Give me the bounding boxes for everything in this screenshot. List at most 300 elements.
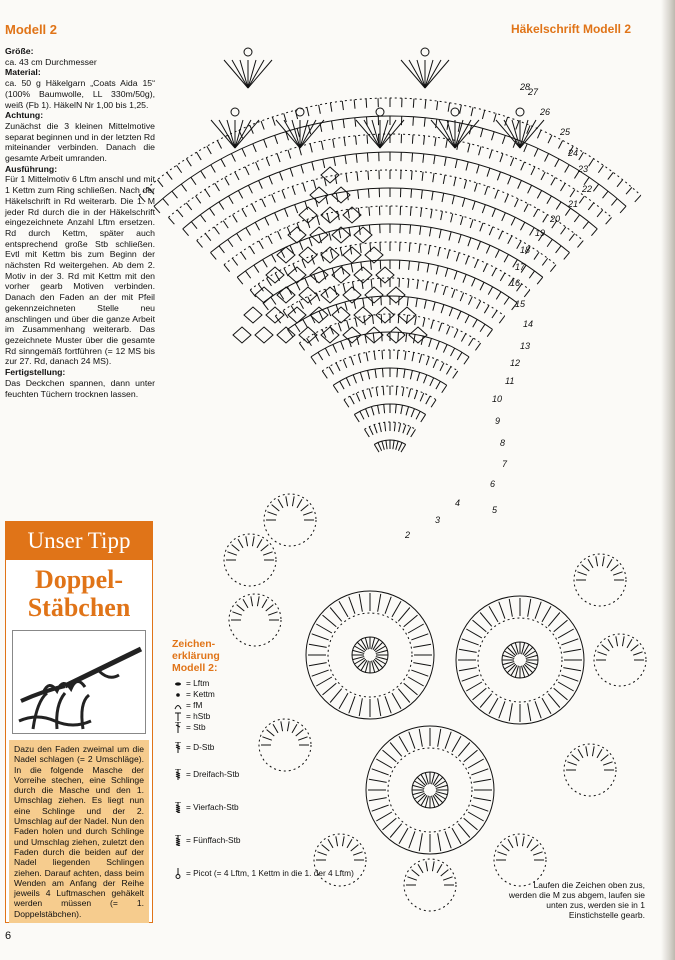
mesh-diamond bbox=[288, 307, 306, 323]
legend-item-label: = Kettm bbox=[186, 689, 215, 699]
fan-stitch bbox=[484, 305, 489, 313]
motif-stitch bbox=[526, 655, 538, 658]
fan-stitch bbox=[163, 199, 169, 206]
fan-stitch bbox=[396, 441, 398, 450]
motif-stitch bbox=[425, 796, 428, 808]
scallop-stitch bbox=[522, 836, 524, 846]
fan-stitch bbox=[505, 194, 509, 202]
fan-round-arc bbox=[263, 260, 517, 303]
motif-petal-stitch bbox=[404, 683, 418, 695]
fan-stitch bbox=[574, 215, 579, 222]
fan-stitch bbox=[505, 117, 508, 126]
fan-stitch bbox=[299, 343, 304, 350]
fan-stitch bbox=[262, 199, 266, 207]
fan-stitch bbox=[421, 208, 422, 217]
fan-stitch bbox=[486, 245, 490, 253]
mesh-diamond bbox=[277, 327, 295, 343]
fan-stitch bbox=[561, 183, 566, 191]
fan-stitch bbox=[433, 359, 437, 367]
fan-stitch bbox=[489, 150, 492, 159]
fan-stitch bbox=[398, 314, 399, 323]
scallop-stitch bbox=[443, 877, 452, 880]
round-number: 7 bbox=[502, 459, 508, 469]
fan-stitch bbox=[430, 378, 434, 386]
round-number: 17 bbox=[515, 262, 526, 272]
motif-petal-stitch bbox=[309, 663, 327, 666]
mesh-diamond bbox=[365, 247, 383, 263]
fan-stitch bbox=[393, 440, 394, 449]
fan-stitch bbox=[269, 176, 272, 184]
fan-stitch bbox=[378, 405, 380, 414]
fan-stitch bbox=[279, 172, 282, 180]
motif-petal-stitch bbox=[390, 743, 402, 757]
fan-stitch bbox=[259, 241, 263, 249]
fan-stitch bbox=[495, 250, 499, 258]
motif-stitch bbox=[432, 796, 435, 808]
motif-petal-stitch bbox=[445, 831, 451, 848]
fan-stitch bbox=[504, 297, 509, 304]
picot-loop bbox=[421, 48, 429, 56]
motif-petal-stitch bbox=[408, 677, 424, 686]
fan-stitch bbox=[545, 154, 549, 162]
fan-stitch bbox=[416, 411, 420, 419]
fan-stitch bbox=[565, 165, 570, 173]
mesh-diamond bbox=[387, 327, 405, 343]
fan-stitch bbox=[344, 400, 349, 408]
fan-stitch bbox=[297, 223, 300, 231]
fan-stitch bbox=[435, 284, 437, 293]
fan-stitch bbox=[252, 204, 256, 212]
fan-stitch bbox=[398, 332, 399, 341]
fan-stitch bbox=[434, 155, 435, 164]
motif-petal-stitch bbox=[438, 729, 441, 747]
fan-stitch bbox=[492, 311, 497, 318]
fan-stitch bbox=[447, 121, 448, 130]
scallop-stitch bbox=[227, 552, 236, 555]
fan-stitch bbox=[431, 209, 432, 218]
scallop-stitch bbox=[607, 559, 612, 568]
fan-stitch bbox=[217, 140, 221, 148]
picot-loop bbox=[451, 108, 459, 116]
fan-stitch bbox=[492, 132, 495, 141]
motif-stitch bbox=[361, 639, 367, 649]
fan-stitch bbox=[524, 144, 527, 152]
fan-stitch bbox=[424, 300, 426, 309]
fan-round-arc bbox=[154, 116, 626, 206]
fan-stitch bbox=[617, 180, 623, 187]
fan-stitch bbox=[588, 203, 593, 210]
mesh-diamond bbox=[321, 167, 339, 183]
fan-stitch bbox=[430, 227, 432, 236]
mesh-diamond bbox=[343, 207, 361, 223]
fan-stitch bbox=[275, 316, 280, 323]
motif-stitch bbox=[523, 644, 529, 654]
motif-petal-stitch bbox=[383, 750, 397, 762]
motif-stitch bbox=[373, 639, 379, 649]
motif-stitch bbox=[414, 781, 424, 787]
scallop-stitch bbox=[292, 496, 294, 506]
fan-stitch bbox=[379, 423, 381, 432]
motif-petal-stitch bbox=[411, 634, 428, 640]
motif-petal-stitch bbox=[563, 649, 581, 652]
scallop-stitch bbox=[342, 836, 344, 846]
fan-stitch bbox=[350, 246, 352, 255]
motif-stitch bbox=[522, 643, 525, 655]
scallop-stitch bbox=[328, 839, 333, 848]
fan-stitch bbox=[325, 348, 329, 356]
tip-box bbox=[5, 521, 153, 923]
mesh-diamond bbox=[299, 247, 317, 263]
motif-petal-stitch bbox=[499, 701, 505, 718]
fan-stitch bbox=[565, 208, 570, 215]
fan-stitch bbox=[326, 195, 328, 204]
fan-stitch bbox=[315, 198, 317, 207]
fan-stitch bbox=[232, 258, 237, 265]
motif-petal-ring bbox=[366, 726, 494, 854]
fan-stitch bbox=[310, 144, 312, 153]
fan-stitch bbox=[552, 221, 557, 228]
fan-stitch bbox=[275, 135, 278, 144]
fan-stitch bbox=[480, 223, 483, 231]
round-number: 14 bbox=[523, 319, 534, 329]
fan-stitch bbox=[423, 154, 424, 163]
shell-stitch bbox=[292, 120, 300, 148]
motif-stitch bbox=[414, 793, 424, 799]
shell-stitch bbox=[356, 120, 380, 148]
fan-stitch bbox=[242, 209, 246, 217]
motif-petal-stitch bbox=[399, 828, 408, 844]
fan-stitch bbox=[176, 165, 181, 172]
fan-stitch bbox=[357, 336, 359, 345]
fan-stitch bbox=[403, 425, 406, 433]
shell-stitch bbox=[235, 120, 251, 148]
motif-stitch bbox=[425, 773, 428, 785]
fan-stitch bbox=[322, 330, 326, 338]
fan-round-arc bbox=[374, 440, 405, 444]
scallop-stitch bbox=[508, 839, 513, 848]
fan-round-arc bbox=[344, 386, 436, 400]
fan-stitch bbox=[411, 409, 414, 417]
fan-stitch bbox=[350, 396, 354, 404]
half-double-icon bbox=[172, 711, 184, 722]
motif-stitch bbox=[361, 660, 367, 670]
slip-stitch-icon bbox=[172, 689, 184, 700]
legend-item bbox=[172, 700, 292, 711]
mesh-diamond bbox=[299, 207, 317, 223]
tip-title-line2: Stäbchen bbox=[27, 593, 131, 622]
motif-stitch bbox=[417, 794, 425, 802]
motif-petal-stitch bbox=[309, 644, 327, 647]
mesh-diamond bbox=[365, 327, 383, 343]
fan-stitch bbox=[282, 190, 285, 198]
mesh-diamond bbox=[233, 327, 251, 343]
fan-stitch bbox=[324, 177, 326, 186]
fan-stitch bbox=[325, 289, 328, 297]
scallop-stitch bbox=[572, 755, 580, 761]
fan-round-arc bbox=[237, 224, 546, 277]
mesh-diamond bbox=[321, 287, 339, 303]
legend-item-label: = Fünffach-Stb bbox=[186, 835, 241, 845]
fan-stitch bbox=[449, 232, 451, 241]
fan-stitch bbox=[200, 215, 205, 222]
motif-petal-stitch bbox=[390, 824, 402, 838]
fan-stitch bbox=[405, 351, 406, 360]
scallop-stitch bbox=[432, 861, 434, 871]
shell-stitch bbox=[520, 120, 528, 148]
legend-item-label: = hStb bbox=[186, 711, 211, 721]
motif-stitch bbox=[524, 647, 532, 655]
fan-stitch bbox=[290, 168, 293, 177]
fan-stitch bbox=[308, 297, 312, 305]
motif-petal-stitch bbox=[489, 698, 498, 714]
mesh-diamond bbox=[255, 327, 273, 343]
scallop-stitch bbox=[322, 845, 330, 851]
motif-stitch bbox=[436, 792, 448, 795]
fan-stitch bbox=[473, 319, 478, 327]
motif-stitch bbox=[504, 651, 514, 657]
fan-stitch bbox=[381, 314, 382, 323]
fan-stitch bbox=[635, 195, 641, 202]
fan-stitch bbox=[374, 444, 379, 452]
fan-stitch bbox=[608, 172, 613, 179]
motif-petal-stitch bbox=[468, 812, 484, 821]
fan-stitch bbox=[210, 208, 215, 215]
scallop-stitch bbox=[608, 639, 613, 648]
fan-stitch bbox=[369, 389, 371, 398]
fan-stitch bbox=[521, 265, 526, 272]
fan-stitch bbox=[488, 287, 492, 295]
fan-stitch bbox=[258, 284, 263, 291]
scallop-stitch bbox=[616, 636, 618, 646]
fan-stitch bbox=[406, 407, 409, 416]
round-number: 16 bbox=[510, 278, 521, 288]
scallop-stitch bbox=[407, 877, 416, 880]
fan-stitch bbox=[267, 278, 272, 286]
scallop-stitch bbox=[351, 845, 359, 851]
shell-stitch bbox=[455, 120, 471, 148]
mesh-diamond bbox=[310, 227, 328, 243]
fan-stitch bbox=[520, 222, 524, 230]
fan-stitch bbox=[363, 391, 366, 400]
fan-stitch bbox=[466, 162, 468, 171]
motif-stitch bbox=[375, 658, 385, 664]
mesh-diamond bbox=[310, 307, 328, 323]
scallop-stitch bbox=[301, 505, 309, 511]
motif-stitch bbox=[413, 785, 425, 788]
round-number: 2 bbox=[405, 530, 411, 540]
fan-stitch bbox=[412, 352, 414, 361]
legend-item bbox=[172, 802, 292, 813]
fan-stitch bbox=[408, 389, 410, 398]
tip-title-line1: Doppel- bbox=[34, 565, 124, 594]
fan-stitch bbox=[550, 265, 556, 272]
scallop-stitch bbox=[516, 836, 518, 846]
section-text-material: ca. 50 g Häkelgarn „Coats Aida 15“ (100% Baumwolle, LL 330m/50g), weiß (Fb 1). HäkelN Nr 1,00 bis 1,25. bbox=[5, 78, 155, 110]
motif-petal-stitch bbox=[509, 599, 512, 617]
fan-stitch bbox=[399, 423, 401, 432]
fan-stitch bbox=[356, 393, 360, 401]
page-spine-shadow bbox=[661, 0, 675, 960]
motif-petal-stitch bbox=[563, 668, 581, 671]
shell-stitch bbox=[425, 60, 441, 88]
fan-stitch bbox=[157, 180, 163, 187]
shell-stitch bbox=[300, 120, 316, 148]
edge-scallop bbox=[314, 834, 366, 886]
section-heading-finishing: Fertigstellung: bbox=[5, 367, 66, 378]
fan-stitch bbox=[231, 154, 235, 162]
shell-stitch bbox=[455, 120, 479, 148]
shell-stitch bbox=[284, 120, 300, 148]
round-number: 8 bbox=[500, 438, 506, 448]
fan-stitch bbox=[250, 290, 256, 297]
fan-stitch bbox=[349, 227, 351, 236]
fan-stitch bbox=[424, 136, 425, 145]
fan-stitch bbox=[534, 209, 538, 217]
fan-stitch bbox=[463, 274, 466, 282]
fan-stitch bbox=[418, 262, 419, 271]
fan-stitch bbox=[314, 334, 318, 342]
fan-stitch bbox=[167, 172, 172, 179]
treble-icon bbox=[172, 742, 184, 753]
scallop-stitch bbox=[596, 556, 598, 566]
fan-stitch bbox=[357, 172, 358, 181]
mesh-diamond bbox=[398, 307, 416, 323]
fan-stitch bbox=[333, 139, 335, 148]
fan-stitch bbox=[414, 391, 417, 400]
fan-stitch bbox=[287, 287, 291, 295]
fan-stitch bbox=[504, 254, 508, 262]
mesh-diamond bbox=[354, 267, 372, 283]
motif-stitch bbox=[365, 661, 368, 673]
fan-stitch bbox=[275, 273, 280, 281]
scallop-stitch bbox=[631, 645, 639, 651]
round-number: 3 bbox=[435, 515, 441, 525]
fan-stitch bbox=[527, 125, 530, 133]
motif-petal-ring bbox=[306, 591, 434, 719]
fan-stitch bbox=[487, 168, 490, 177]
motif-stitch bbox=[372, 638, 375, 650]
shell-stitch bbox=[520, 120, 544, 148]
fan-stitch bbox=[261, 121, 264, 129]
fan-stitch bbox=[329, 232, 331, 241]
scallop-stitch bbox=[257, 596, 259, 606]
motif-petal-stitch bbox=[471, 805, 488, 811]
fan-stitch bbox=[579, 152, 584, 160]
mesh-diamond bbox=[266, 307, 284, 323]
fan-stitch bbox=[556, 202, 561, 210]
edge-scallop bbox=[264, 494, 316, 546]
fan-stitch bbox=[172, 191, 178, 198]
scallop-stitch bbox=[296, 730, 304, 736]
fan-stitch bbox=[285, 208, 288, 216]
fan-stitch bbox=[508, 236, 512, 244]
fan-stitch bbox=[292, 186, 295, 195]
fan-stitch bbox=[462, 198, 464, 207]
motif-stitch bbox=[523, 665, 529, 675]
fan-stitch bbox=[266, 158, 269, 166]
fan-stitch bbox=[441, 305, 444, 314]
motif-stitch bbox=[432, 773, 435, 785]
fan-stitch bbox=[319, 105, 321, 114]
fan-stitch bbox=[307, 338, 312, 346]
fan-stitch bbox=[223, 221, 228, 228]
motif-petal-stitch bbox=[458, 743, 470, 757]
fan-stitch bbox=[349, 338, 352, 347]
fan-stitch bbox=[309, 126, 311, 135]
fan-stitch bbox=[537, 130, 541, 138]
fan-stitch bbox=[225, 177, 229, 185]
round-number: 12 bbox=[510, 358, 521, 368]
fan-stitch bbox=[295, 205, 298, 213]
fan-stitch bbox=[409, 243, 410, 252]
fan-stitch bbox=[272, 194, 276, 202]
fan-stitch bbox=[454, 330, 458, 338]
fan-stitch bbox=[250, 125, 253, 133]
fan-stitch bbox=[342, 101, 343, 110]
fan-stitch bbox=[345, 302, 347, 311]
motif-outer-ring bbox=[388, 748, 472, 832]
fan-stitch bbox=[263, 260, 268, 268]
motif-stitch bbox=[435, 781, 445, 787]
shell-stitch bbox=[409, 60, 425, 88]
mesh-diamond bbox=[332, 307, 350, 323]
fan-stitch bbox=[584, 177, 589, 184]
fan-stitch bbox=[515, 199, 519, 207]
fan-stitch bbox=[371, 279, 372, 288]
motif-petal-stitch bbox=[509, 703, 512, 721]
fan-stitch bbox=[460, 105, 462, 114]
fan-stitch bbox=[555, 159, 559, 167]
motif-petal-stitch bbox=[558, 682, 574, 691]
shell-stitch bbox=[300, 120, 324, 148]
fan-stitch bbox=[320, 123, 322, 132]
fan-stitch bbox=[475, 183, 478, 192]
legend-item bbox=[172, 742, 292, 753]
fan-stitch bbox=[355, 118, 356, 127]
fan-stitch bbox=[235, 172, 239, 180]
fan-stitch bbox=[449, 308, 452, 316]
fan-stitch bbox=[290, 245, 294, 253]
scallop-stitch bbox=[238, 539, 243, 548]
edge-scallop bbox=[404, 859, 456, 911]
fan-stitch bbox=[499, 231, 503, 239]
fan-stitch bbox=[372, 315, 373, 324]
scallop-stitch bbox=[297, 499, 302, 508]
motif-stitch bbox=[515, 666, 518, 678]
mesh-diamond bbox=[343, 247, 361, 263]
mesh-diamond bbox=[288, 227, 306, 243]
fan-stitch bbox=[479, 147, 481, 156]
motif-petal-stitch bbox=[445, 732, 451, 749]
scallop-stitch bbox=[232, 612, 241, 615]
fan-stitch bbox=[482, 205, 485, 213]
fan-stitch bbox=[435, 137, 436, 146]
shell-stitch bbox=[372, 120, 380, 148]
motif-petal-stitch bbox=[459, 668, 477, 671]
motif-stitch bbox=[376, 657, 388, 660]
legend-item-label: = Stb bbox=[186, 722, 206, 732]
motif-petal-stitch bbox=[359, 698, 362, 716]
scallop-stitch bbox=[257, 539, 262, 548]
fan-stitch bbox=[589, 159, 594, 167]
motif-stitch bbox=[372, 661, 375, 673]
fan-stitch bbox=[368, 189, 369, 198]
fan-stitch bbox=[455, 159, 457, 168]
fan-stitch bbox=[542, 258, 547, 265]
fan-stitch bbox=[442, 385, 447, 392]
motif-petal-stitch bbox=[399, 736, 408, 752]
fan-stitch bbox=[352, 282, 354, 291]
